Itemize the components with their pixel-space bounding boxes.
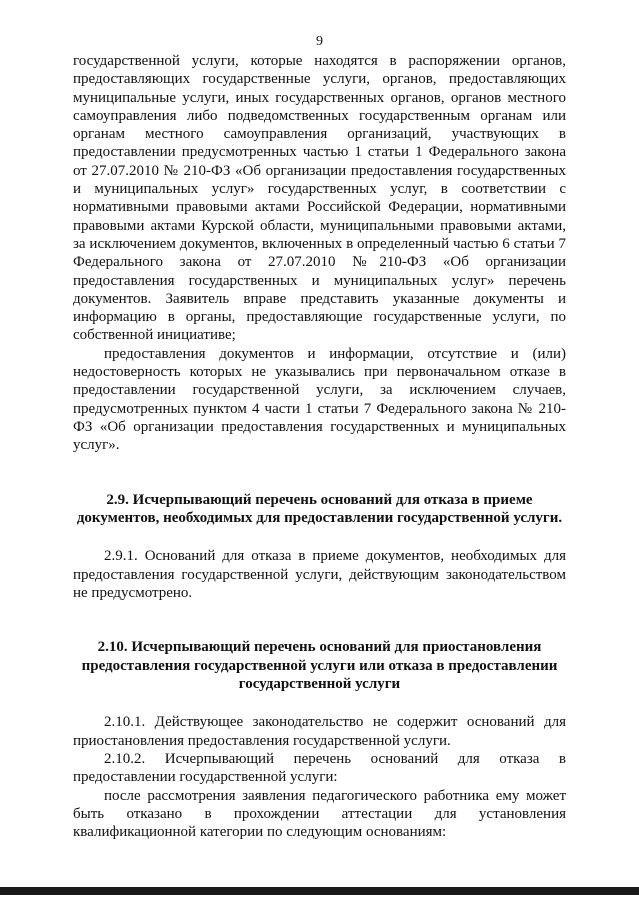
document-body	[73, 52, 566, 842]
section-heading-2-9: 2.9. Исчерпывающий перечень оснований для отказа в приеме документов, необходимых для предоставлении государственной услуги.	[76, 491, 563, 526]
paragraph-2-9-1: 2.9.1. Оснований для отказа в приеме документов, необходимых для предоставления государственной услуги, действующим законодательством не предусмотрено.	[73, 548, 566, 601]
paragraph: государственной услуги, которые находятся в распоряжении органов, предоставляющих государственные услуги, органов, предоставляющих муниципальные услуги, иных государственных органов, органов местного самоуправления либо подведомственных государственным органам или органам местного самоуправления организаций, участвующих в предоставлении предусмотренных частью 1 статьи 1 Федерального закона от 27.07.2010 № 210-ФЗ «Об организации предоставления государственных и муниципальных услуг» государственных услуг, в соответствии с нормативными правовыми актами Российской Федерации, нормативными правовыми актами Курской области, муниципальными правовыми актами, за исключением документов, включенных в определенный частью 6 статьи 7 Федерального закона от 27.07.2010 №210-ФЗ «Об организации предоставления государственных и муниципальных услуг» перечень документов. Заявитель вправе представить указанные документы и информацию в органы, предоставляющие государственные услуги, по собственной инициативе;	[73, 53, 566, 344]
page-number: 9	[316, 34, 323, 49]
paragraph-2-10-1: 2.10.1. Действующее законодательство не содержит оснований для приостановления предоставления государственной услуги.	[73, 714, 566, 749]
paragraph: предоставления документов и информации, отсутствие и (или) недостоверность которых не указывались при первоначальном отказе в предоставлении государственной услуги, за исключением случаев, предусмотренных пунктом 4 части 1 статьи 7 Федерального закона № 210-ФЗ «Об организации предоставления государственных и муниципальных услуг».	[73, 345, 566, 454]
scan-bottom-edge	[0, 887, 639, 895]
section-heading-2-10: 2.10. Исчерпывающий перечень оснований для приостановления предоставления государственной услуги или отказа в предоставлении государственной услуги	[81, 639, 558, 693]
paragraph-2-10-2: 2.10.2. Исчерпывающий перечень оснований для отказа в предоставлении государственной услуги:	[73, 751, 566, 786]
paragraph-2-10-2-text: после рассмотрения заявления педагогического работника ему может быть отказано в прохождении аттестации для установления квалификационной категории по следующим основаниям:	[73, 787, 566, 841]
